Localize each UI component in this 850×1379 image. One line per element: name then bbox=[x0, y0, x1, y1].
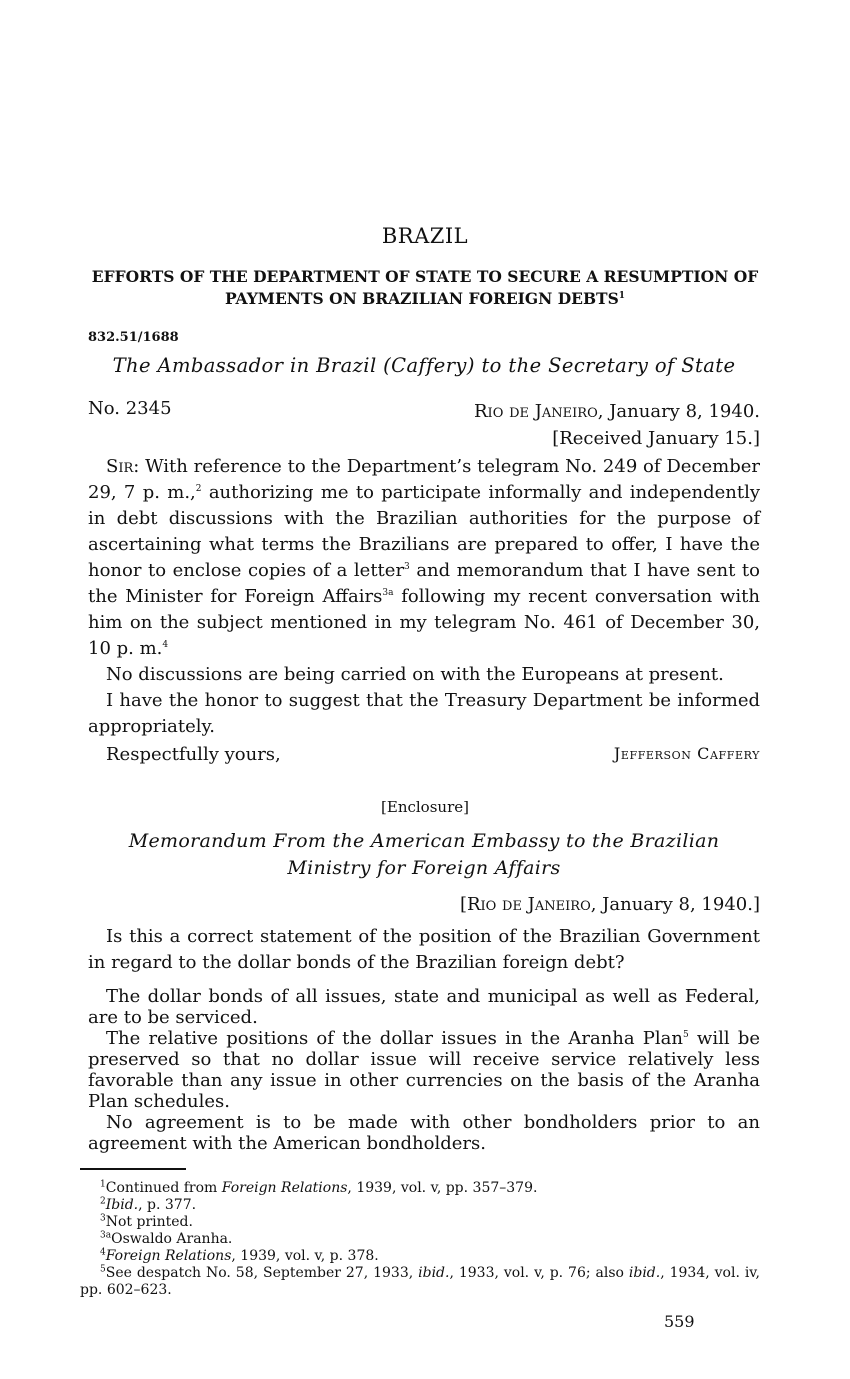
footnote-ref: 4 bbox=[162, 640, 169, 650]
page-number: 559 bbox=[664, 1312, 695, 1331]
memo-title: Memorandum From the American Embassy to the Brazilian Ministry for Foreign Affairs bbox=[128, 830, 720, 879]
footnote-italic: Ibid. bbox=[105, 1197, 139, 1213]
closing: Respectfully yours, bbox=[106, 744, 281, 765]
footnote-text: , 1933, vol. v, p. 76; also bbox=[449, 1265, 629, 1281]
footnote-rule bbox=[80, 1168, 186, 1170]
footnote-mark: 3a bbox=[100, 1230, 112, 1241]
paragraph-text: following my recent conversation with him on the subject mentioned in my telegram No. 461 of December 30, 10 p. m. bbox=[88, 586, 760, 659]
letter-paragraph: No discussions are being carried on with the Europeans at present. bbox=[106, 664, 724, 685]
memo-points bbox=[88, 986, 760, 1154]
footnote-italic: Foreign Relations bbox=[105, 1248, 232, 1264]
paragraph-text: authorizing me to participate informally and independently in debt discussions with the Brazilian authorities for the purpose of ascertaining what terms the Brazilians are prepared to offer, I have the honor to enclose copies of a letter bbox=[88, 482, 761, 581]
footnote bbox=[80, 1180, 760, 1197]
letter-title: The Ambassador in Brazil (Caffery) to the Secretary of State bbox=[112, 354, 736, 377]
footnote bbox=[80, 1197, 760, 1214]
footnote bbox=[80, 1248, 760, 1265]
footnote-mark: 1 bbox=[100, 1179, 106, 1190]
memo-question bbox=[88, 924, 760, 976]
memo-paragraph: No agreement is to be made with other bondholders prior to an agreement with the American bondholders. bbox=[88, 1112, 760, 1154]
memo-paragraph bbox=[88, 1028, 760, 1112]
paragraph-text: : With reference to the Department’s telegram No. 249 of December 29, 7 p. m., bbox=[88, 456, 760, 503]
letter-place: Rio de Janeiro bbox=[474, 401, 598, 422]
footnote-ref: 2 bbox=[195, 484, 202, 494]
memo-dateline bbox=[460, 894, 760, 915]
footnote-text: , 1939, vol. v, p. 378. bbox=[231, 1248, 379, 1264]
footnote-italic: ibid. bbox=[628, 1265, 661, 1281]
footnote-text: , p. 377. bbox=[138, 1197, 197, 1213]
bracket: [ bbox=[459, 894, 467, 915]
document-number: No. 2345 bbox=[88, 398, 172, 419]
letter-body bbox=[88, 454, 760, 740]
letter-date: , January 8, 1940. bbox=[597, 401, 760, 422]
footnote-ref: 5 bbox=[683, 1030, 689, 1040]
footnote-text: , 1939, vol. v, pp. 357–379. bbox=[347, 1180, 538, 1196]
enclosure-label: [Enclosure] bbox=[381, 798, 469, 816]
footnote-italic: ibid. bbox=[418, 1265, 450, 1281]
section-heading bbox=[88, 266, 762, 310]
footnote-ref: 3 bbox=[404, 562, 410, 572]
paragraph-text: and memorandum that I have sent to the Minister for Foreign Affairs bbox=[88, 560, 760, 607]
memo-paragraph: Is this a correct statement of the position of the Brazilian Government in regard to the dollar bonds of the Brazilian foreign debt? bbox=[88, 926, 760, 973]
footnote-mark: 3 bbox=[100, 1213, 106, 1224]
received-date: [Received January 15.] bbox=[552, 428, 760, 449]
footnote bbox=[80, 1214, 760, 1231]
footnote-text: Not printed. bbox=[105, 1214, 193, 1230]
footnotes bbox=[80, 1180, 760, 1299]
salutation: Sir bbox=[106, 456, 134, 477]
footnote-text: See despatch No. 58, September 27, 1933, bbox=[105, 1265, 419, 1281]
footnote bbox=[80, 1231, 760, 1248]
letter-dateline bbox=[474, 398, 760, 452]
country-heading: BRAZIL bbox=[381, 224, 469, 248]
paragraph-text: The relative positions of the dollar issues in the Aranha Plan bbox=[106, 1028, 683, 1049]
signature: Jefferson Caffery bbox=[613, 744, 760, 763]
footnote-mark: 5 bbox=[100, 1264, 106, 1275]
paragraph-text: will be preserved so that no dollar issue will receive service relatively less favorable than any issue in other currencies on the basis of the Aranha Plan schedules. bbox=[88, 1028, 760, 1112]
footnote-text: Continued from bbox=[105, 1180, 222, 1196]
letter-paragraph bbox=[88, 454, 760, 662]
footnote-text: , 1934, vol. iv, pp. 602–623. bbox=[80, 1265, 761, 1298]
footnote-text: Oswaldo Aranha. bbox=[111, 1231, 233, 1247]
footnote bbox=[80, 1265, 760, 1299]
footnote-italic: Foreign Relations bbox=[221, 1180, 348, 1196]
footnote-ref: 3a bbox=[382, 588, 394, 598]
footnote-mark: 2 bbox=[100, 1196, 106, 1207]
file-number: 832.51/1688 bbox=[88, 330, 179, 345]
footnote-mark: 4 bbox=[100, 1247, 106, 1258]
section-heading-text: EFFORTS OF THE DEPARTMENT OF STATE TO SECURE A RESUMPTION OF PAYMENTS ON BRAZILIAN FOREIGN DEBTS bbox=[91, 267, 759, 308]
letter-paragraph: I have the honor to suggest that the Treasury Department be informed appropriately. bbox=[88, 690, 760, 737]
memo-paragraph: The dollar bonds of all issues, state and municipal as well as Federal, are to be serviced. bbox=[88, 986, 760, 1028]
memo-date: , January 8, 1940.] bbox=[590, 894, 760, 915]
memo-place: Rio de Janeiro bbox=[466, 894, 591, 915]
footnote-ref: 1 bbox=[618, 290, 626, 301]
